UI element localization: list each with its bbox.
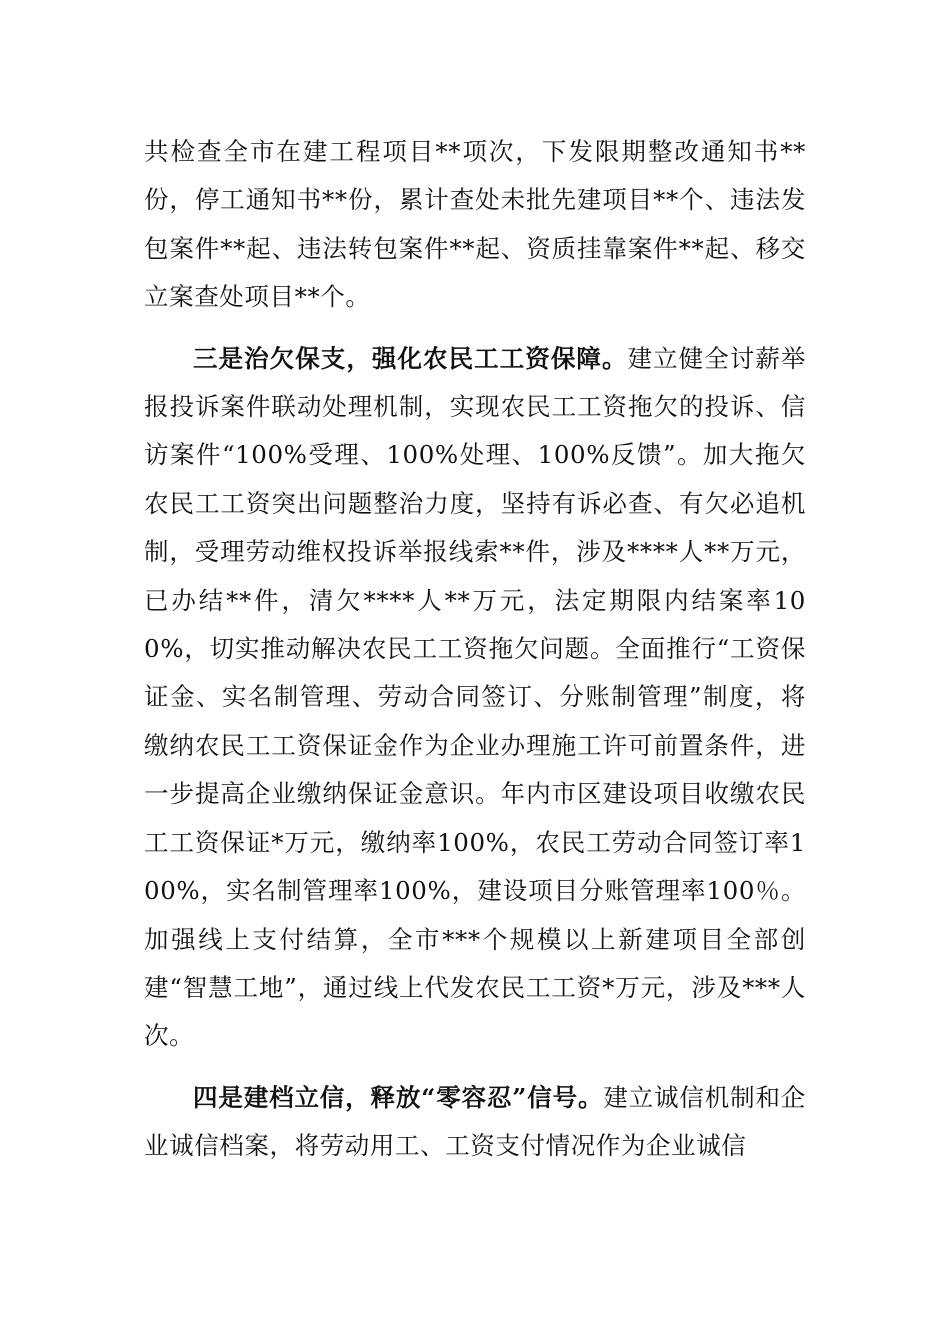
paragraph-3-heading: 四是建档立信，释放“零容忍”信号。 <box>193 1082 604 1112</box>
paragraph-3-text: 建立诚信机制和企业诚信档案，将劳动用工、工资支付情况作为企业诚信 <box>144 1082 806 1161</box>
paragraph-2-heading: 三是治欠保支，强化农民工工资保障。 <box>193 343 628 373</box>
document-page <box>144 128 806 1171</box>
paragraph-1 <box>144 128 806 322</box>
paragraph-1-text: 共检查全市在建工程项目**项次，下发限期整改通知书**份，停工通知书**份，累计查处未批先建项目**个、违法发包案件**起、违法转包案件**起、资质挂靠案件**起、移交立案查处项目**个。 <box>144 137 806 312</box>
paragraph-2-text: 建立健全讨薪举报投诉案件联动处理机制，实现农民工工资拖欠的投诉、信访案件“100%受理、100%处理、100%反馈”。加大拖欠农民工工资突出问题整治力度，坚持有诉必查、有欠必追机制，受理劳动维权投诉举报线索**件，涉及****人**万元，已办结**件，清欠****人**万元，法定期限内结案率100%，切实推动解决农民工工资拖欠问题。全面推行“工资保证金、实名制管理、劳动合同签订、分账制管理”制度，将缴纳农民工工资保证金作为企业办理施工许可前置条件，进一步提高企业缴纳保证金意识。年内市区建设项目收缴农民工工资保证*万元，缴纳率100%，农民工劳动合同签订率100%，实名制管理率100%，建设项目分账管理率100％。加强线上支付结算，全市***个规模以上新建项目全部创建“智慧工地”，通过线上代发农民工工资*万元，涉及***人次。 <box>144 343 806 1051</box>
paragraph-2 <box>144 335 806 1061</box>
paragraph-3 <box>144 1074 806 1171</box>
